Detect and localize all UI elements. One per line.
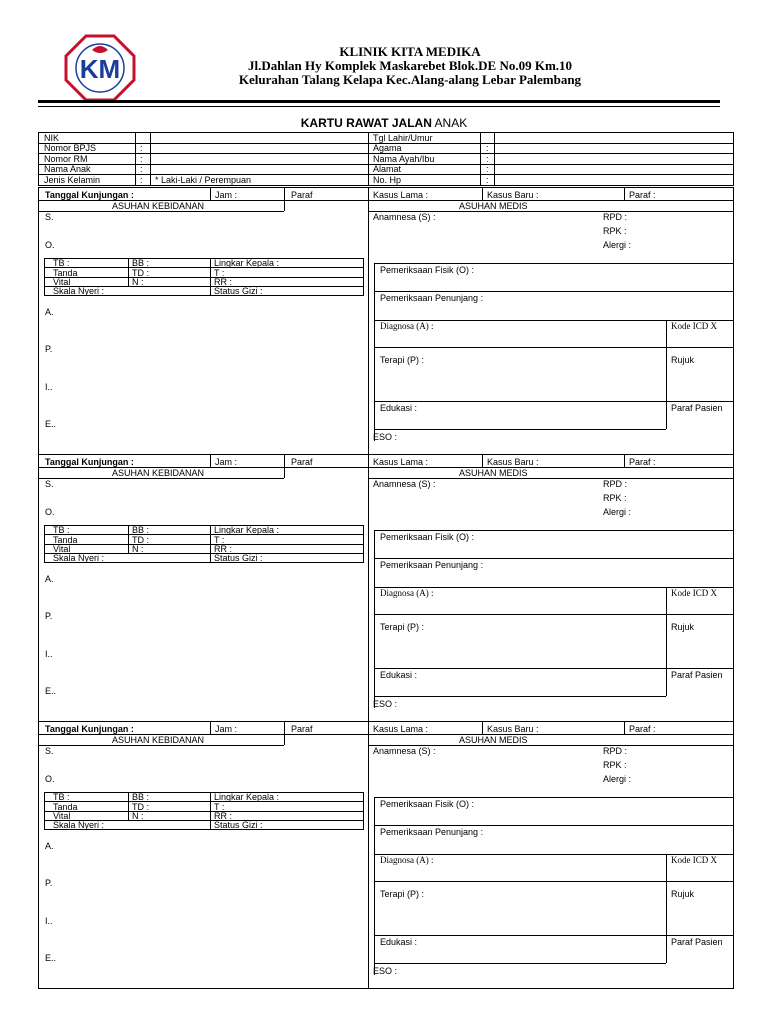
- e-label: E..: [45, 953, 57, 963]
- paraf-label: Paraf: [291, 190, 313, 200]
- i-label: I..: [45, 916, 53, 926]
- o-label: O.: [45, 774, 55, 784]
- identity-left-sep: :: [140, 174, 143, 185]
- tanggal-kunjungan-label: Tanggal Kunjungan :: [45, 190, 134, 200]
- identity-right-label: Alamat: [373, 164, 402, 175]
- asuhan-medis-label: ASUHAN MEDIS: [459, 201, 528, 211]
- edukasi-label: Edukasi :: [380, 670, 418, 680]
- identity-left-label: Nama Anak: [44, 164, 91, 175]
- clinic-name: KLINIK KITA MEDIKA: [339, 44, 481, 59]
- rpd-label: RPD :: [603, 479, 628, 489]
- p-label: P.: [45, 344, 53, 354]
- s-label: S.: [45, 212, 54, 222]
- header-divider-thick: [38, 100, 720, 103]
- identity-left-sep: :: [140, 153, 143, 164]
- p-label: P.: [45, 878, 53, 888]
- td-label: TD :: [132, 802, 149, 812]
- t-label: T :: [214, 268, 225, 278]
- t-label: T :: [214, 535, 225, 545]
- asuhan-medis-label: ASUHAN MEDIS: [459, 735, 528, 745]
- center-divider: [368, 187, 369, 989]
- skala-nyeri-label: Skala Nyeri :: [53, 820, 105, 830]
- logo-letters: KM: [79, 54, 121, 84]
- bb-label: BB :: [132, 258, 150, 268]
- terapi-label: Terapi (P) :: [380, 355, 425, 365]
- identity-left-sep: :: [140, 164, 143, 175]
- alergi-label: Alergi :: [603, 240, 632, 250]
- identity-left-label: Nomor BPJS: [44, 143, 97, 154]
- kode-icd-label: Kode ICD X: [671, 855, 717, 865]
- pemeriksaan-penunjang-label: Pemeriksaan Penunjang :: [380, 827, 484, 837]
- diagnosa-label: Diagnosa (A) :: [380, 855, 434, 865]
- kasus-lama-label: Kasus Lama :: [373, 457, 429, 467]
- tb-label: TB :: [53, 792, 70, 802]
- visits-frame: [38, 187, 734, 989]
- edukasi-label: Edukasi :: [380, 403, 418, 413]
- clinic-logo: [64, 34, 136, 102]
- paraf-right-label: Paraf :: [629, 724, 656, 734]
- diagnosa-label: Diagnosa (A) :: [380, 588, 434, 598]
- e-label: E..: [45, 419, 57, 429]
- identity-right-sep: :: [486, 143, 489, 154]
- clinic-address-line2: Kelurahan Talang Kelapa Kec.Alang-alang Lebar Palembang: [238, 72, 582, 87]
- paraf-label: Paraf: [291, 457, 313, 467]
- p-label: P.: [45, 611, 53, 621]
- status-gizi-label: Status Gizi :: [214, 286, 263, 296]
- lingkar-kepala-label: Lingkar Kepala :: [214, 792, 280, 802]
- kasus-baru-label: Kasus Baru :: [487, 724, 539, 734]
- n-label: N :: [132, 544, 144, 554]
- kasus-lama-label: Kasus Lama :: [373, 724, 429, 734]
- i-label: I..: [45, 649, 53, 659]
- anamnesa-label: Anamnesa (S) :: [373, 212, 436, 222]
- asuhan-kebidanan-label: ASUHAN KEBIDANAN: [112, 735, 205, 745]
- tanda-label: Tanda: [53, 268, 78, 278]
- card-title-main: KARTU RAWAT JALAN: [300, 116, 432, 130]
- rpd-label: RPD :: [603, 212, 628, 222]
- card-title: [0, 116, 768, 130]
- rujuk-label: Rujuk: [671, 355, 695, 365]
- lingkar-kepala-label: Lingkar Kepala :: [214, 258, 280, 268]
- o-label: O.: [45, 507, 55, 517]
- section-separator: [38, 454, 734, 455]
- anamnesa-label: Anamnesa (S) :: [373, 479, 436, 489]
- tanda-label: Tanda: [53, 535, 78, 545]
- jam-label: Jam :: [215, 724, 238, 734]
- n-label: N :: [132, 811, 144, 821]
- rr-label: RR :: [214, 277, 232, 287]
- paraf-right-label: Paraf :: [629, 190, 656, 200]
- clinic-address-line1: Jl.Dahlan Hy Komplek Maskarebet Blok.DE No.09 Km.10: [247, 58, 573, 73]
- skala-nyeri-label: Skala Nyeri :: [53, 553, 105, 563]
- skala-nyeri-label: Skala Nyeri :: [53, 286, 105, 296]
- rpk-label: RPK :: [603, 760, 627, 770]
- bb-label: BB :: [132, 792, 150, 802]
- tanda-label: Tanda: [53, 802, 78, 812]
- paraf-right-label: Paraf :: [629, 457, 656, 467]
- td-label: TD :: [132, 268, 149, 278]
- pemeriksaan-fisik-label: Pemeriksaan Fisik (O) :: [380, 532, 475, 542]
- pemeriksaan-fisik-label: Pemeriksaan Fisik (O) :: [380, 799, 475, 809]
- eso-label: ESO :: [373, 432, 398, 442]
- rpk-label: RPK :: [603, 226, 627, 236]
- paraf-pasien-label: Paraf Pasien: [671, 403, 723, 413]
- eso-label: ESO :: [373, 966, 398, 976]
- eso-label: ESO :: [373, 699, 398, 709]
- tb-label: TB :: [53, 258, 70, 268]
- pemeriksaan-penunjang-label: Pemeriksaan Penunjang :: [380, 560, 484, 570]
- identity-right-label: Agama: [373, 143, 402, 154]
- pemeriksaan-fisik-label: Pemeriksaan Fisik (O) :: [380, 265, 475, 275]
- asuhan-medis-label: ASUHAN MEDIS: [459, 468, 528, 478]
- status-gizi-label: Status Gizi :: [214, 820, 263, 830]
- identity-left-value: * Laki-Laki / Perempuan: [155, 174, 252, 185]
- a-label: A.: [45, 307, 54, 317]
- identity-left-label: Jenis Kelamin: [44, 174, 101, 185]
- td-label: TD :: [132, 535, 149, 545]
- paraf-label: Paraf: [291, 724, 313, 734]
- paraf-pasien-label: Paraf Pasien: [671, 670, 723, 680]
- identity-right-sep: :: [486, 153, 489, 164]
- edukasi-label: Edukasi :: [380, 937, 418, 947]
- a-label: A.: [45, 574, 54, 584]
- kode-icd-label: Kode ICD X: [671, 321, 717, 331]
- vital-label: Vital: [53, 544, 71, 554]
- t-label: T :: [214, 802, 225, 812]
- terapi-label: Terapi (P) :: [380, 889, 425, 899]
- section-separator: [38, 721, 734, 722]
- kasus-baru-label: Kasus Baru :: [487, 190, 539, 200]
- card-title-sub: ANAK: [434, 116, 468, 130]
- bb-label: BB :: [132, 525, 150, 535]
- i-label: I..: [45, 382, 53, 392]
- rr-label: RR :: [214, 811, 232, 821]
- rpk-label: RPK :: [603, 493, 627, 503]
- identity-left-label: Nomor RM: [44, 153, 88, 164]
- anamnesa-label: Anamnesa (S) :: [373, 746, 436, 756]
- identity-right-sep: :: [486, 164, 489, 175]
- kasus-lama-label: Kasus Lama :: [373, 190, 429, 200]
- tb-label: TB :: [53, 525, 70, 535]
- n-label: N :: [132, 277, 144, 287]
- identity-left-label: NIK: [44, 132, 60, 143]
- rujuk-label: Rujuk: [671, 622, 695, 632]
- rpd-label: RPD :: [603, 746, 628, 756]
- alergi-label: Alergi :: [603, 774, 632, 784]
- a-label: A.: [45, 841, 54, 851]
- alergi-label: Alergi :: [603, 507, 632, 517]
- o-label: O.: [45, 240, 55, 250]
- kode-icd-label: Kode ICD X: [671, 588, 717, 598]
- paraf-pasien-label: Paraf Pasien: [671, 937, 723, 947]
- s-label: S.: [45, 479, 54, 489]
- status-gizi-label: Status Gizi :: [214, 553, 263, 563]
- rr-label: RR :: [214, 544, 232, 554]
- terapi-label: Terapi (P) :: [380, 622, 425, 632]
- vital-label: Vital: [53, 811, 71, 821]
- tanggal-kunjungan-label: Tanggal Kunjungan :: [45, 457, 134, 467]
- asuhan-kebidanan-label: ASUHAN KEBIDANAN: [112, 201, 205, 211]
- s-label: S.: [45, 746, 54, 756]
- header-divider-thin: [38, 106, 720, 107]
- e-label: E..: [45, 686, 57, 696]
- jam-label: Jam :: [215, 457, 238, 467]
- identity-left-sep: :: [140, 143, 143, 154]
- identity-right-label: No. Hp: [373, 174, 402, 185]
- rujuk-label: Rujuk: [671, 889, 695, 899]
- jam-label: Jam :: [215, 190, 238, 200]
- kasus-baru-label: Kasus Baru :: [487, 457, 539, 467]
- diagnosa-label: Diagnosa (A) :: [380, 321, 434, 331]
- asuhan-kebidanan-label: ASUHAN KEBIDANAN: [112, 468, 205, 478]
- lingkar-kepala-label: Lingkar Kepala :: [214, 525, 280, 535]
- vital-label: Vital: [53, 277, 71, 287]
- identity-right-label: Nama Ayah/Ibu: [373, 153, 435, 164]
- identity-right-label: Tgl Lahir/Umur: [373, 132, 433, 143]
- identity-right-sep: :: [486, 174, 489, 185]
- pemeriksaan-penunjang-label: Pemeriksaan Penunjang :: [380, 293, 484, 303]
- tanggal-kunjungan-label: Tanggal Kunjungan :: [45, 724, 134, 734]
